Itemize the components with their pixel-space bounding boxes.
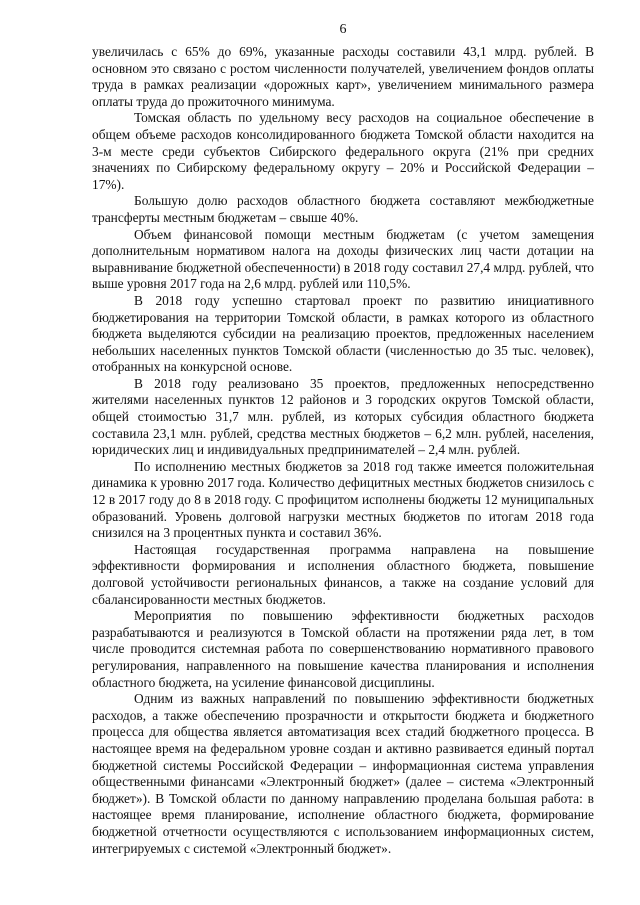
paragraph-efficiency-measures: Мероприятия по повышению эффективности бюджетных расходов разрабатываются и реализуются в Томской области на протяжении ряда лет, в том числе проводится системная работа по совершенствованию нормативного правового регулирования, направленного на повышение качества планирования и исполнения областного бюджета, на усиление финансовой дисциплины. bbox=[92, 608, 594, 690]
paragraph-financial-aid: Объем финансовой помощи местным бюджетам (с учетом замещения дополнительным нормативом налога на доходы физических лиц части дотации на выравнивание бюджетной обеспеченности) в 2018 году составил 27,4 млрд. рублей, что выше уровня 2017 года на 2,6 млрд. рублей или 110,5%. bbox=[92, 226, 594, 292]
paragraph-social-spending: Томская область по удельному весу расходов на социальное обеспечение в общем объеме расходов консолидированного бюджета Томской области находится на 3-м месте среди субъектов Сибирского федерального округа (21% при средних значениях по Сибирскому федеральному округу – 20% и Российской Федерации – 17%). bbox=[92, 110, 594, 192]
paragraph-automation: Одним из важных направлений по повышению эффективности бюджетных расходов, а также обеспечению прозрачности и открытости бюджета и бюджетного процесса для общества является автоматизация всех стадий бюджетного процесса. В настоящее время на федеральном уровне создан и активно развивается единый портал бюджетной системы Российской Федерации – информационная система управления общественными финансами «Электронный бюджет» (далее – система «Электронный бюджет»). В Томской области по данному направлению проделана большая работа: в настоящее время планирование, исполнение областного бюджета, формирование бюджетной отчетности осуществляются с использованием информационных систем, интегрируемых с системой «Электронный бюджет». bbox=[92, 691, 594, 856]
paragraph-initiative-budgeting: В 2018 году успешно стартовал проект по развитию инициативного бюджетирования на территории Томской области, в рамках которого из областного бюджета выделяются субсидии на реализацию проектов, предложенных населением небольших населенных пунктов Томской области (численностью до 35 тыс. человек), отобранных на конкурсной основе. bbox=[92, 292, 594, 375]
page-number: 6 bbox=[339, 22, 347, 37]
paragraph-transfers-share: Большую долю расходов областного бюджета составляют межбюджетные трансферты местным бюджетам – свыше 40%. bbox=[92, 193, 594, 225]
paragraph-local-budgets: По исполнению местных бюджетов за 2018 год также имеется положительная динамика к уровню 2017 года. Количество дефицитных местных бюджетов снизилось с 12 в 2017 году до 8 в 2018 году. С профицитом исполнены бюджеты 12 муниципальных образований. Уровень долговой нагрузки местных бюджетов по итогам 2018 года снизился на 3 процентных пункта и составил 36%. bbox=[92, 458, 594, 541]
paragraph-continuation: увеличилась с 65% до 69%, указанные расходы составили 43,1 млрд. рублей. В основном это связано с ростом численности получателей, увеличением фондов оплаты труда в рамках реализации «дорожных карт», увеличением минимального размера оплаты труда до прожиточного минимума. bbox=[92, 44, 594, 109]
paragraph-projects-2018: В 2018 году реализовано 35 проектов, предложенных непосредственно жителями населенных пунктов 12 районов и 3 городских округов Томской области, общей стоимостью 31,7 млн. рублей, из которых субсидия областного бюджета составила 23,1 млн. рублей, средства местных бюджетов – 6,2 млн. рублей, населения, юридических лиц и индивидуальных предпринимателей – 2,4 млн. рублей. bbox=[92, 375, 594, 458]
paragraph-program-goal: Настоящая государственная программа направлена на повышение эффективности формирования и исполнения областного бюджета, повышение долговой устойчивости региональных финансов, а также на создание условий для сбалансированности местных бюджетов. bbox=[92, 541, 594, 607]
